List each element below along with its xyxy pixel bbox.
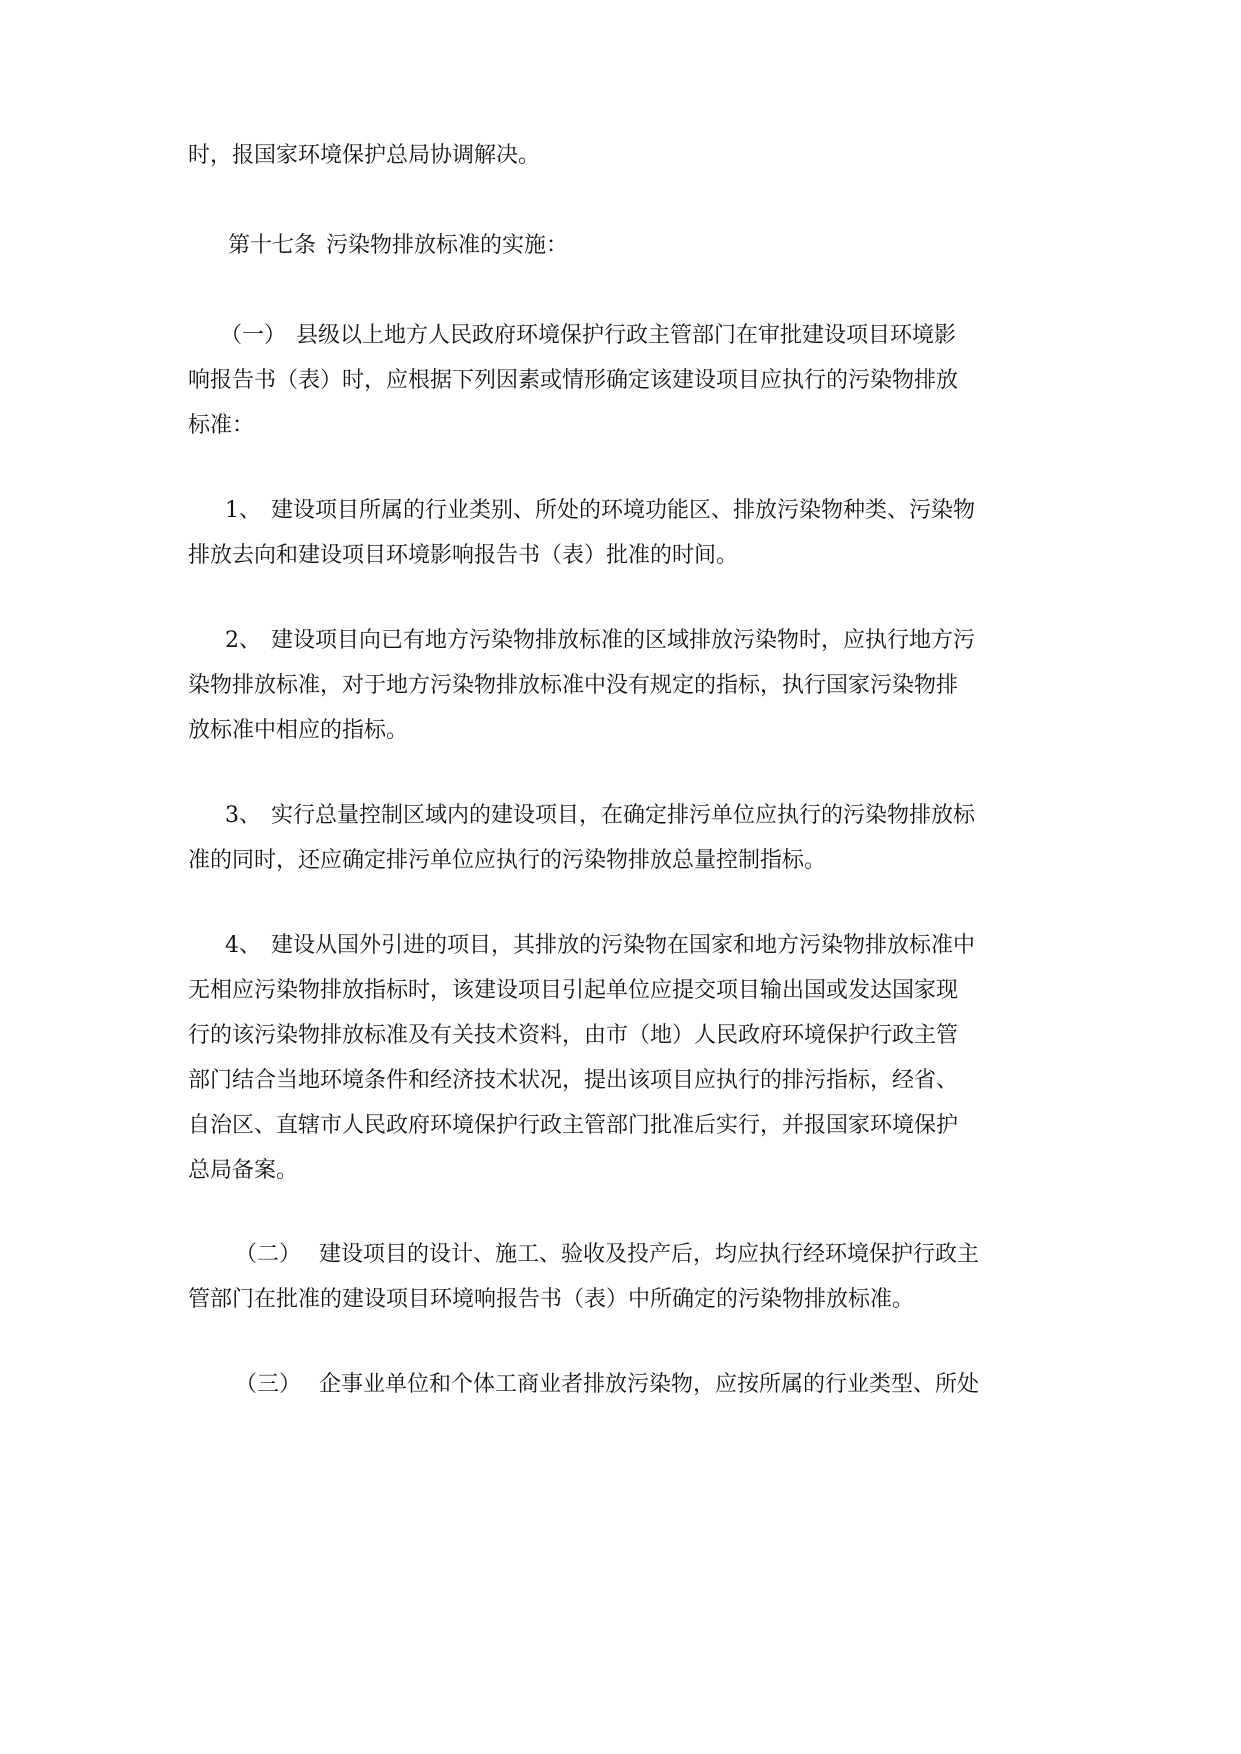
text-line: 自治区、直辖市人民政府环境保护行政主管部门批准后实行，并报国家环境保护 bbox=[188, 1113, 959, 1138]
text-line: 染物排放标准，对于地方污染物排放标准中没有规定的指标，执行国家污染物排 bbox=[188, 673, 959, 698]
text-line: 标准： bbox=[188, 413, 255, 438]
text-line: 放标准中相应的指标。 bbox=[188, 718, 409, 743]
text-line: 3、 实行总量控制区域内的建设项目，在确定排污单位应执行的污染物排放标 bbox=[225, 803, 976, 828]
text-line: （三） 企事业单位和个体工商业者排放污染物，应按所属的行业类型、所处 bbox=[235, 1372, 980, 1397]
article-heading: 第十七条 污染物排放标准的实施： bbox=[228, 233, 569, 258]
text-line: （二） 建设项目的设计、施工、验收及投产后，均应执行经环境保护行政主 bbox=[235, 1242, 980, 1267]
text-line: 时，报国家环境保护总局协调解决。 bbox=[188, 143, 541, 168]
text-line: 总局备案。 bbox=[188, 1158, 299, 1183]
text-line: 准的同时，还应确定排污单位应执行的污染物排放总量控制指标。 bbox=[188, 848, 827, 873]
text-line: 1、 建设项目所属的行业类别、所处的环境功能区、排放污染物种类、污染物 bbox=[225, 498, 976, 523]
text-line: 管部门在批准的建设项目环境响报告书（表）中所确定的污染物排放标准。 bbox=[188, 1287, 915, 1312]
text-line: 行的该污染物排放标准及有关技术资料，由市（地）人民政府环境保护行政主管 bbox=[188, 1023, 959, 1048]
text-line: 无相应污染物排放指标时，该建设项目引起单位应提交项目输出国或发达国家现 bbox=[188, 978, 959, 1003]
text-line: 响报告书（表）时，应根据下列因素或情形确定该建设项目应执行的污染物排放 bbox=[188, 368, 959, 393]
text-line: （一） 县级以上地方人民政府环境保护行政主管部门在审批建设项目环境影 bbox=[220, 323, 957, 348]
text-line: 2、 建设项目向已有地方污染物排放标准的区域排放污染物时，应执行地方污 bbox=[225, 628, 976, 653]
text-line: 部门结合当地环境条件和经济技术状况，提出该项目应执行的排污指标，经省、 bbox=[188, 1068, 959, 1093]
text-line: 排放去向和建设项目环境影响报告书（表）批准的时间。 bbox=[188, 543, 739, 568]
text-line: 4、 建设从国外引进的项目，其排放的污染物在国家和地方污染物排放标准中 bbox=[225, 933, 976, 958]
